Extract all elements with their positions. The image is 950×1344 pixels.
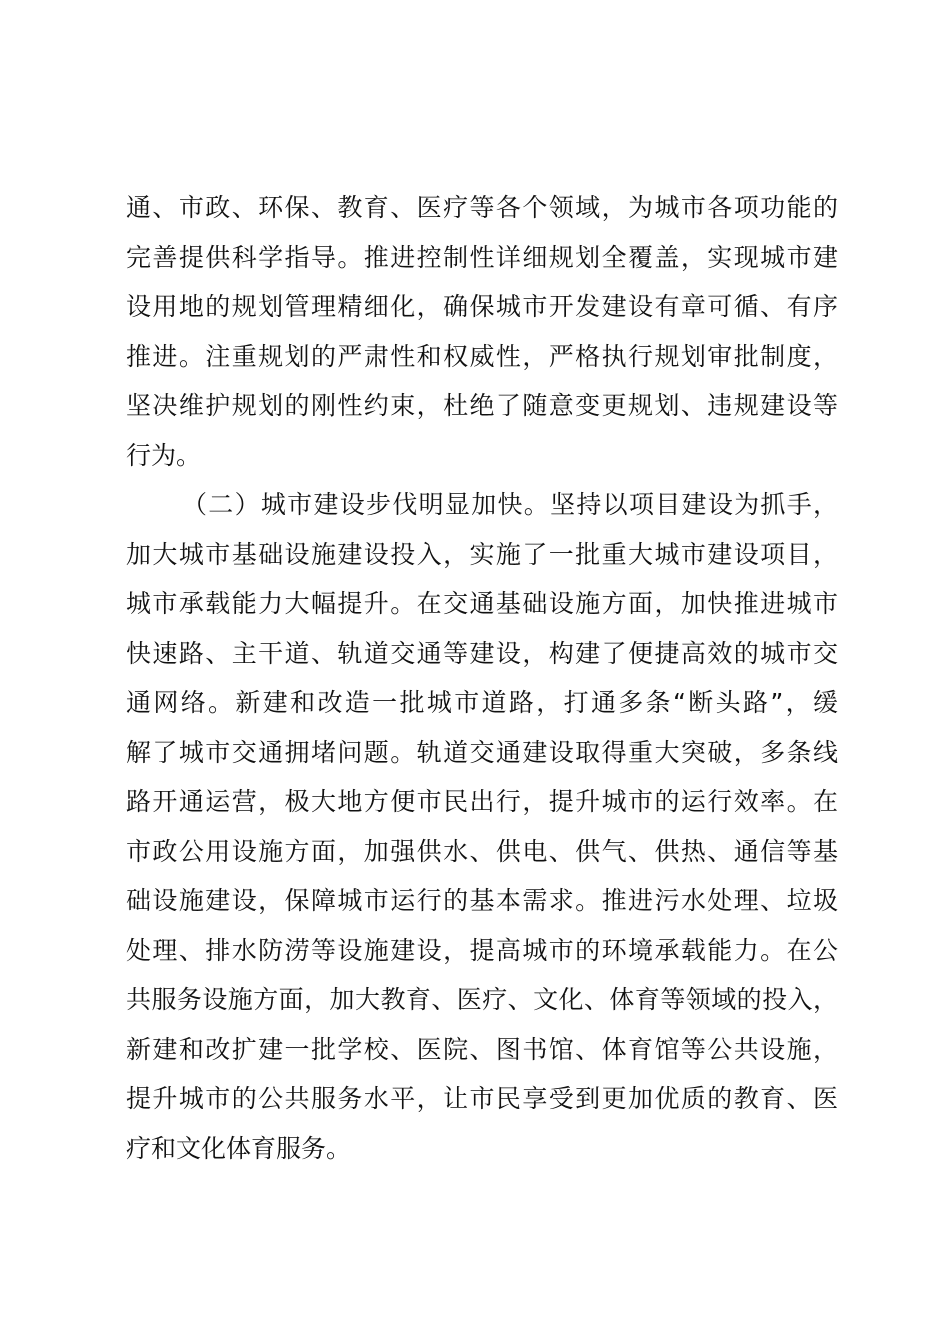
paragraph-line: 处理、排水防涝等设施建设，提高城市的环境承载能力。在公	[126, 935, 838, 965]
paragraph-line: 提升城市的公共服务水平，让市民享受到更加优质的教育、医	[126, 1084, 838, 1113]
paragraph-line: 加大城市基础设施建设投入，实施了一批重大城市建设项目，	[126, 539, 838, 569]
paragraph-line: 路开通运营，极大地方便市民出行，提升城市的运行效率。在	[126, 787, 838, 816]
paragraph-line: 共服务设施方面，加大教育、医疗、文化、体育等领域的投入，	[126, 985, 838, 1014]
paragraph-line: 设用地的规划管理精细化，确保城市开发建设有章可循、有序	[126, 292, 838, 321]
paragraph-line: 础设施建设，保障城市运行的基本需求。推进污水处理、垃圾	[126, 886, 838, 915]
paragraph-2	[126, 480, 838, 1173]
document-body	[126, 183, 838, 1173]
paragraph-line: 行为。	[126, 440, 202, 470]
paragraph-line: 快速路、主干道、轨道交通等建设，构建了便捷高效的城市交	[126, 638, 838, 668]
paragraph-line: 新建和改扩建一批学校、医院、图书馆、体育馆等公共设施，	[126, 1034, 838, 1064]
section-heading-line: （二）城市建设步伐明显加快。坚持以项目建设为抓手，	[182, 490, 838, 519]
paragraph-line: 通网络。新建和改造一批城市道路，打通多条“断头路”，缓	[126, 688, 838, 717]
paragraph-line: 市政公用设施方面，加强供水、供电、供气、供热、通信等基	[126, 836, 838, 866]
paragraph-line: 城市承载能力大幅提升。在交通基础设施方面，加快推进城市	[126, 589, 838, 618]
paragraph-line: 坚决维护规划的刚性约束，杜绝了随意变更规划、违规建设等	[126, 391, 838, 420]
paragraph-1	[126, 183, 838, 480]
paragraph-line: 推进。注重规划的严肃性和权威性，严格执行规划审批制度，	[126, 341, 838, 371]
paragraph-line: 解了城市交通拥堵问题。轨道交通建设取得重大突破，多条线	[126, 737, 838, 767]
paragraph-line: 疗和文化体育服务。	[126, 1133, 352, 1163]
paragraph-line: 通、市政、环保、教育、医疗等各个领域，为城市各项功能的	[126, 193, 838, 222]
paragraph-line: 完善提供科学指导。推进控制性详细规划全覆盖，实现城市建	[126, 242, 838, 272]
